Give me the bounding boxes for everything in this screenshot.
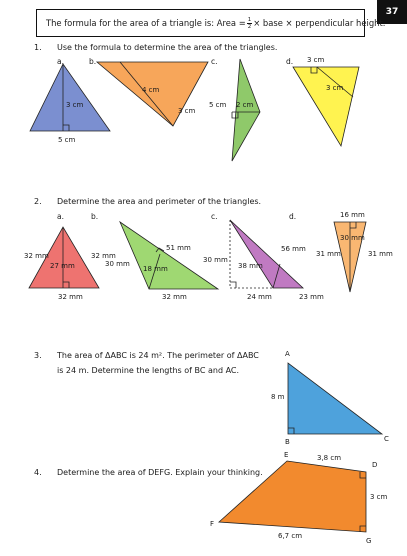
q1c-left-label: 5 cm [209, 101, 227, 109]
q4-text: Determine the area of DEFG. Explain your thinking. [57, 468, 263, 477]
q2d-left-label: 31 mm [316, 250, 341, 258]
q2a-right-label: 32 mm [91, 252, 116, 260]
q1d-triangle [293, 67, 359, 146]
q3-vertex-c: C [384, 435, 389, 443]
q2-sub-c: c. [211, 212, 218, 221]
q2b-height-label: 18 mm [143, 265, 168, 273]
q2c-height-label: 38 mm [238, 262, 263, 270]
q2-text: Determine the area and perimeter of the triangles. [57, 197, 262, 206]
q4-number: 4. [34, 468, 42, 477]
q3-triangle [288, 363, 382, 434]
q1b-top-label: 4 cm [142, 86, 160, 94]
q2a-height-label: 27 mm [50, 262, 75, 270]
q1c-inner-label: 2 cm [236, 101, 254, 109]
q2c-left-label: 30 mm [203, 256, 228, 264]
q3-number: 3. [34, 351, 42, 360]
q2b-base-label: 32 mm [162, 293, 187, 301]
q1-sub-d: d. [286, 57, 294, 66]
q3-text-line2: is 24 m. Determine the lengths of BC and AC. [57, 366, 240, 375]
q3-side-label: 8 m [271, 393, 285, 401]
fraction-one-half: $\frac{1}{2}$ [247, 16, 252, 30]
q2-sub-b: b. [91, 212, 99, 221]
q2c-base2-label: 23 mm [299, 293, 324, 301]
q1-sub-b: b. [89, 57, 97, 66]
q2c-right-angle [230, 282, 236, 288]
q2d-height-label: 30 mm [340, 234, 365, 242]
page-number: 37 [377, 0, 407, 24]
q4-quadrilateral [219, 461, 366, 532]
q4-vertex-e: E [284, 451, 289, 459]
q4-vertex-d: D [372, 461, 378, 469]
q1a-triangle [30, 64, 110, 131]
formula-prefix: The formula for the area of a triangle is: Area = [46, 18, 246, 28]
q3-vertex-b: B [285, 438, 290, 446]
q4-vertex-f: F [210, 520, 215, 528]
q2c-top-label: 56 mm [281, 245, 306, 253]
q4-top-label: 3,8 cm [317, 454, 342, 462]
q1a-height-label: 3 cm [66, 101, 84, 109]
q1c-triangle [232, 59, 260, 161]
q2-sub-d: d. [289, 212, 297, 221]
q1-sub-c: c. [211, 57, 218, 66]
q2d-top-label: 16 mm [340, 211, 365, 219]
q4-right-label: 3 cm [370, 493, 388, 501]
q4-bottom-label: 6,7 cm [278, 532, 303, 540]
q2a-base-label: 32 mm [58, 293, 83, 301]
q3-vertex-a: A [285, 350, 290, 358]
q2-number: 2. [34, 197, 42, 206]
q2b-left-label: 30 mm [105, 260, 130, 268]
q1-number: 1. [34, 43, 42, 52]
q1b-triangle [97, 62, 208, 126]
q1b-side-label: 3 cm [178, 107, 196, 115]
q2a-left-label: 32 mm [24, 252, 49, 260]
q4-vertex-g: G [366, 537, 372, 545]
q1d-top-label: 3 cm [307, 56, 325, 64]
q2c-base1-label: 24 mm [247, 293, 272, 301]
formula-suffix: × base × perpendicular height. [253, 18, 386, 28]
q1a-base-label: 5 cm [58, 136, 76, 144]
q2b-hyp-label: 51 mm [166, 244, 191, 252]
q1-sub-a: a. [57, 57, 64, 66]
q1d-side-label: 3 cm [326, 84, 344, 92]
q2c-triangle [230, 220, 303, 288]
q3-text-line1: The area of ΔABC is 24 m². The perimeter of ΔABC [57, 351, 259, 360]
q1-text: Use the formula to determine the area of the triangles. [57, 43, 278, 52]
q2d-right-label: 31 mm [368, 250, 393, 258]
q2-sub-a: a. [57, 212, 64, 221]
